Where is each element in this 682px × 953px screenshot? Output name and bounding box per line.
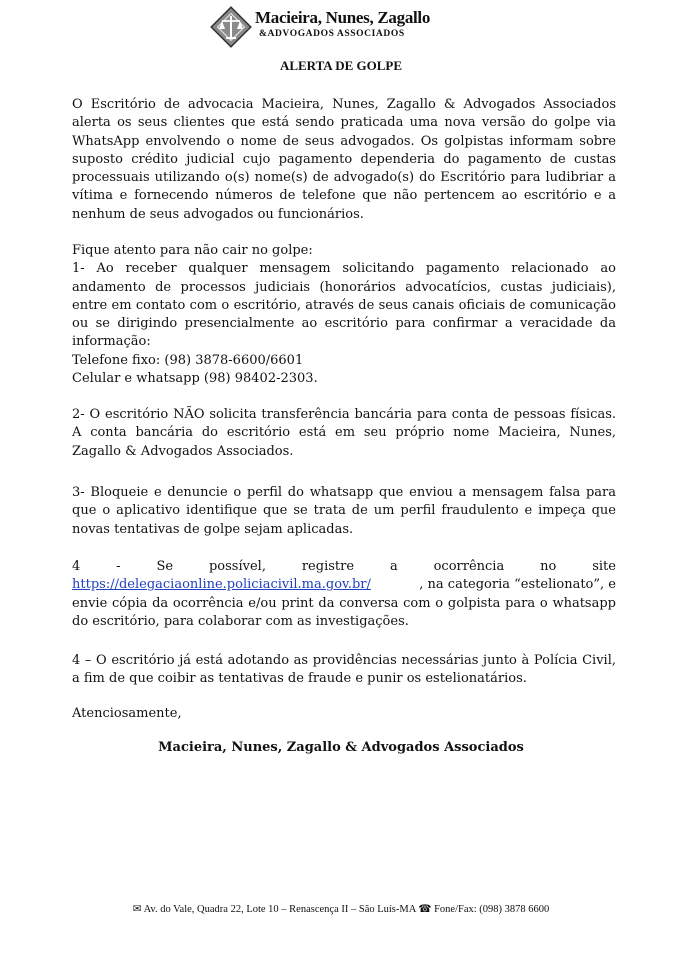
closing: Atenciosamente, [72, 706, 182, 721]
item-1-text: 1- Ao receber qualquer mensagem solicitando pagamento relacionado ao andamento de processos judiciais (honorários advocatícios, custas judiciais), entre em contato com o escritório, através de seus canais oficiais de comunicação ou se dirigindo presencialmente ao escritório para confirmar a veracidade da informação: [72, 261, 616, 350]
intro-paragraph: O Escritório de advocacia Macieira, Nunes, Zagallo & Advogados Associados alerta os seus clientes que está sendo praticada uma nova versão do golpe via WhatsApp envolvendo o nome de seus advogados. Os golpistas informam sobre suposto crédito judicial cujo pagamento dependeria do pagamento de custas processuais utilizando o(s) nome(s) de advogado(s) do Escritório para ludibriar a vítima e fornecendo números de telefone que não pertencem ao escritório e a nenhum de seus advogados ou funcionários. [72, 97, 616, 222]
item-4-word: possível, [208, 559, 266, 574]
item-4-after-link: , na categoria “estelionato”, e [419, 577, 616, 593]
letterhead [205, 3, 445, 49]
footer-phone: Fone/Fax: (098) 3878 6600 [434, 904, 550, 915]
item-4-word: site [592, 559, 616, 574]
item-4-word: 4 [72, 559, 81, 574]
item-4-word: registre [301, 559, 355, 574]
item-4-word: ocorrência [433, 559, 505, 574]
item-5-paragraph: 4 – O escritório já está adotando as providências necessárias junto à Polícia Civil, a fim de que coibir as tentativas de fraude e punir os estelionatários. [72, 653, 616, 687]
item-4-link-line [72, 576, 616, 594]
warning-lead: Fique atento para não cair no golpe: [72, 243, 313, 258]
mobile-whatsapp: Celular e whatsapp (98) 98402-2303. [72, 371, 318, 387]
page-title: ALERTA DE GOLPE [279, 58, 403, 73]
scales-of-justice-logo-icon [209, 5, 253, 49]
footer [0, 903, 682, 915]
signature: Macieira, Nunes, Zagallo & Advogados Associados [158, 740, 524, 755]
phone-icon: ☎ [418, 904, 432, 915]
envelope-icon: ✉ [132, 904, 142, 915]
item-3-paragraph: 3- Bloqueie e denuncie o perfil do whatsapp que enviou a mensagem falsa para que o aplicativo identifique que se trata de um perfil fraudulento e impeça que novas tentativas de golpe sejam aplicadas. [72, 485, 616, 537]
item-2-paragraph: 2- O escritório NÃO solicita transferência bancária para conta de pessoas físicas. A conta bancária do escritório está em seu próprio nome Macieira, Nunes, Zagallo & Advogados Associados. [72, 407, 616, 459]
item-4-word: Se [156, 559, 174, 574]
item-1-section [72, 242, 616, 388]
office-phone: Telefone fixo: (98) 3878-6600/6601 [72, 352, 304, 368]
item-4-word: - [116, 559, 121, 574]
firm-subtitle: &ADVOGADOS ASSOCIADOS [259, 29, 405, 39]
delegacia-online-link[interactable]: https://delegaciaonline.policiacivil.ma.gov.br/ [72, 577, 371, 593]
item-4-first-line [72, 558, 616, 576]
item-4-word: a [389, 559, 398, 574]
item-4-rest: envie cópia da ocorrência e/ou print da conversa com o golpista para o whatsapp do escritório, para colaborar com as investigações. [72, 595, 616, 629]
firm-name: Macieira, Nunes, Zagallo [255, 8, 431, 27]
item-4-word: no [540, 559, 557, 574]
footer-address: Av. do Vale, Quadra 22, Lote 10 – Renascença II – São Luís-MA [143, 904, 416, 915]
item-4-section [72, 558, 616, 631]
